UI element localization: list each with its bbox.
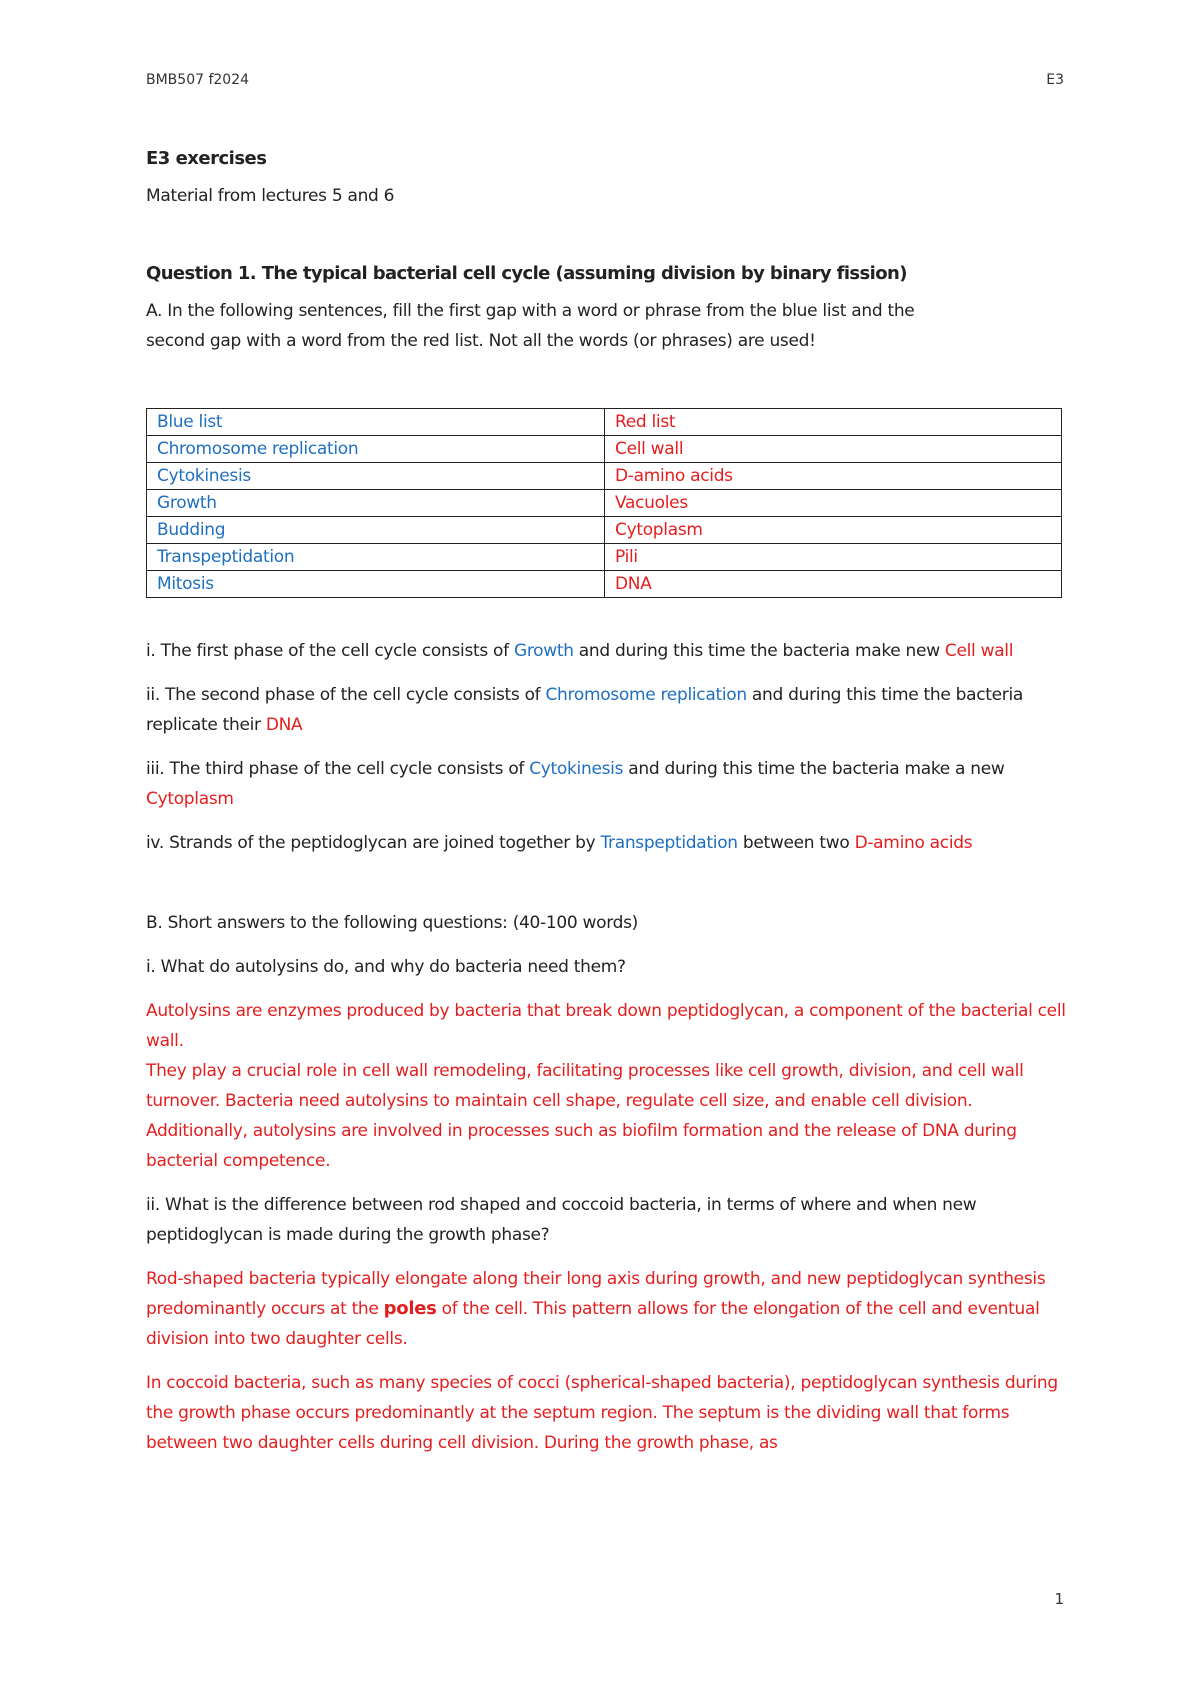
- red-answer: D-amino acids: [854, 833, 973, 853]
- document-body: [146, 148, 1066, 1458]
- header-exercise-id: E3: [1046, 72, 1064, 88]
- header-course-code: BMB507 f2024: [146, 72, 250, 88]
- table-row: [147, 490, 1062, 517]
- part-a-sentences: [146, 636, 1066, 858]
- sentence-text: iii. The third phase of the cell cycle consists of: [146, 759, 530, 779]
- red-list-cell: Vacuoles: [605, 490, 1062, 517]
- part-b-answer-1-line2: They play a crucial role in cell wall remodeling, facilitating processes like cell growth, division, and cell wall turnover. Bacteria need autolysins to maintain cell shape, regulate cell size, and enable cell division. Additionally, autolysins are involved in processes such as biofilm formation and the release of DNA during bacterial competence.: [146, 1061, 1024, 1171]
- blue-answer: Cytokinesis: [529, 759, 624, 779]
- blue-answer: Chromosome replication: [545, 685, 747, 705]
- answer-2-bold-poles: poles: [383, 1298, 437, 1319]
- red-list-cell: Pili: [605, 544, 1062, 571]
- answer-2-text-after: of the cell. This pattern allows for the elongation of the cell and eventual division into two daughter cells.: [146, 1299, 1040, 1349]
- blue-list-cell: Mitosis: [147, 571, 605, 598]
- red-answer: Cell wall: [944, 641, 1014, 661]
- red-answer: DNA: [265, 715, 303, 735]
- blue-list-cell: Blue list: [147, 409, 605, 436]
- fill-sentence: [146, 636, 1066, 666]
- part-b-intro: B. Short answers to the following questions: (40-100 words): [146, 913, 639, 933]
- fill-sentence: [146, 828, 1066, 858]
- part-b-answer-1-line1: Autolysins are enzymes produced by bacteria that break down peptidoglycan, a component of the bacterial cell wall.: [146, 1001, 1066, 1051]
- question-1-title: Question 1. The typical bacterial cell cycle (assuming division by binary fission): [146, 263, 907, 284]
- sentence-text: and during this time the bacteria make new: [573, 641, 945, 661]
- red-list-cell: Cell wall: [605, 436, 1062, 463]
- sentence-text: ii. The second phase of the cell cycle consists of: [146, 685, 546, 705]
- part-a-intro: A. In the following sentences, fill the first gap with a word or phrase from the blue list and the second gap with a word from the red list. Not all the words (or phrases) are used!: [146, 301, 915, 351]
- blue-list-cell: Budding: [147, 517, 605, 544]
- table-row: [147, 409, 1062, 436]
- blue-answer: Growth: [513, 641, 574, 661]
- subtitle: Material from lectures 5 and 6: [146, 186, 395, 206]
- table-row: [147, 463, 1062, 490]
- sentence-text: i. The first phase of the cell cycle consists of: [146, 641, 514, 661]
- blue-list-cell: Transpeptidation: [147, 544, 605, 571]
- red-list-cell: Red list: [605, 409, 1062, 436]
- word-lists-table: [146, 408, 1062, 598]
- page-number: 1: [1054, 1590, 1064, 1608]
- red-list-cell: D-amino acids: [605, 463, 1062, 490]
- part-b-answer-2-para1: [146, 1264, 1066, 1354]
- part-b-answer-2-para2: In coccoid bacteria, such as many species of cocci (spherical-shaped bacteria), peptidoglycan synthesis during the growth phase occurs predominantly at the septum region. The septum is the dividing wall that forms between two daughter cells during cell division. During the growth phase, as: [146, 1373, 1058, 1453]
- blue-list-cell: Chromosome replication: [147, 436, 605, 463]
- sentence-text: and during this time the bacteria make a new: [623, 759, 1005, 779]
- sentence-text: and during this time the bacteria replicate their: [146, 685, 1024, 735]
- part-b-question-1: i. What do autolysins do, and why do bacteria need them?: [146, 957, 626, 977]
- fill-sentence: [146, 754, 1066, 814]
- table-row: [147, 517, 1062, 544]
- part-b-question-2: ii. What is the difference between rod shaped and coccoid bacteria, in terms of where and when new peptidoglycan is made during the growth phase?: [146, 1195, 977, 1245]
- blue-answer: Transpeptidation: [600, 833, 738, 853]
- fill-sentence: [146, 680, 1066, 740]
- red-list-cell: Cytoplasm: [605, 517, 1062, 544]
- page-title: E3 exercises: [146, 148, 267, 169]
- red-list-cell: DNA: [605, 571, 1062, 598]
- red-answer: Cytoplasm: [146, 789, 234, 809]
- table-row: [147, 436, 1062, 463]
- sentence-text: iv. Strands of the peptidoglycan are joined together by: [146, 833, 601, 853]
- table-row: [147, 544, 1062, 571]
- table-row: [147, 571, 1062, 598]
- sentence-text: between two: [737, 833, 855, 853]
- blue-list-cell: Growth: [147, 490, 605, 517]
- answer-2-text-before: Rod-shaped bacteria typically elongate along their long axis during growth, and new peptidoglycan synthesis predominantly occurs at the: [146, 1269, 1046, 1319]
- blue-list-cell: Cytokinesis: [147, 463, 605, 490]
